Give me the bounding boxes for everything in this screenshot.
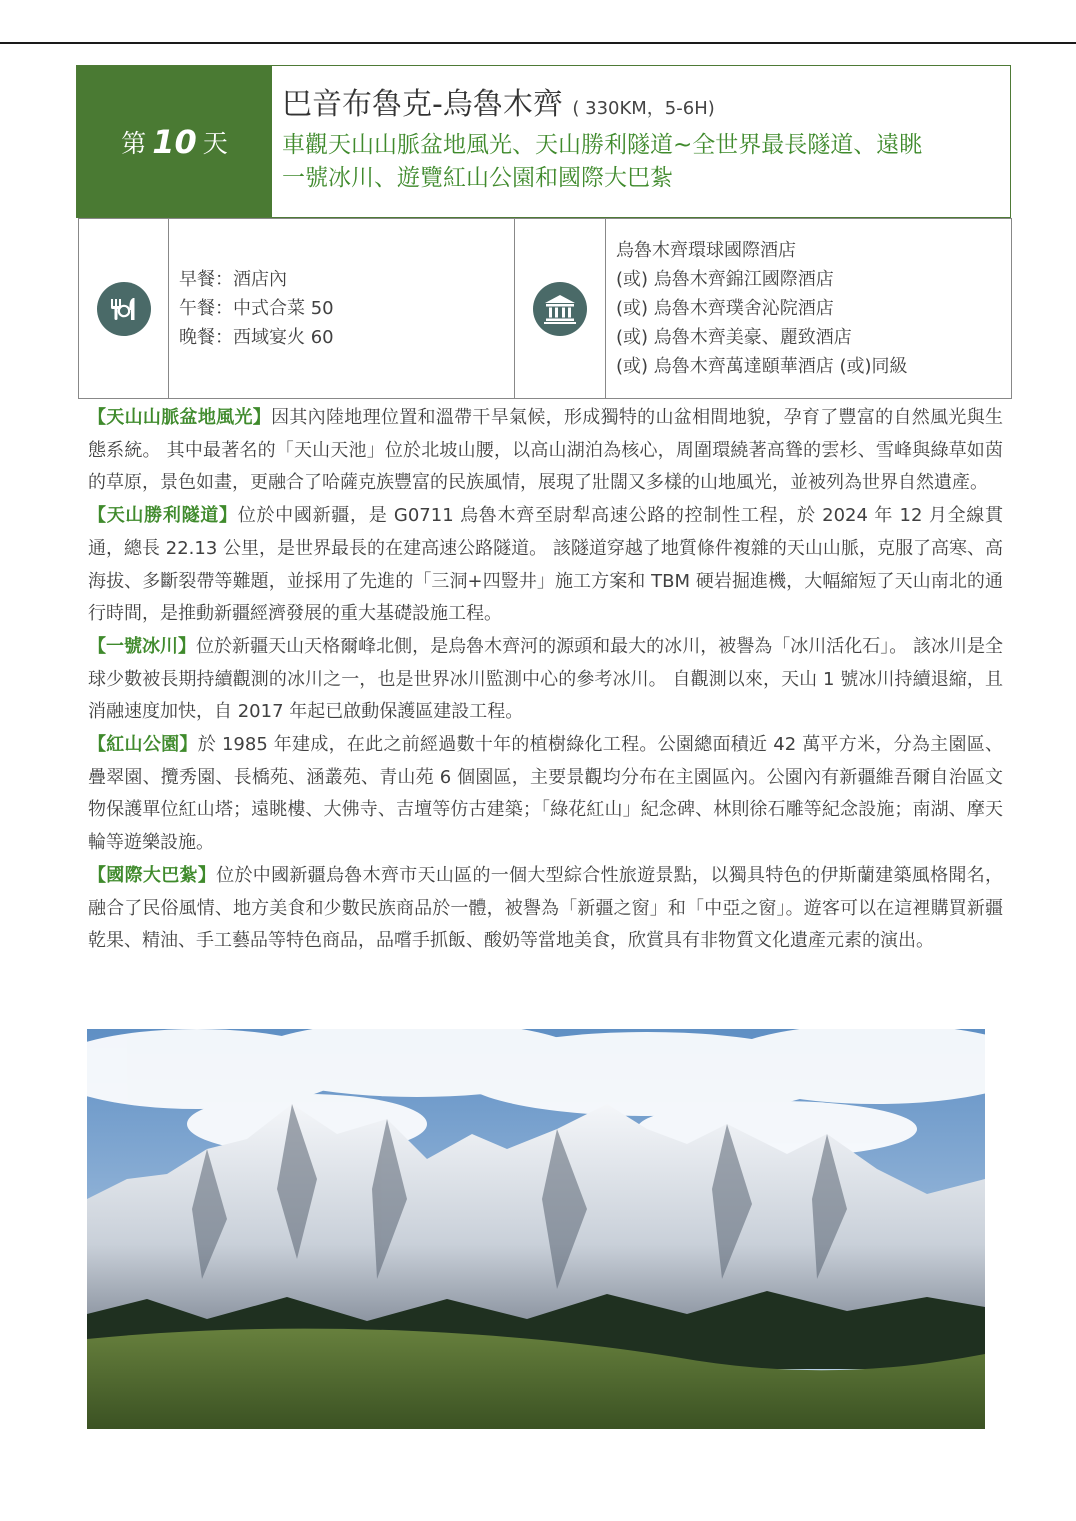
- restaurant-icon: [97, 282, 151, 336]
- top-rule: [0, 42, 1076, 44]
- restaurant-icon-glyph: [108, 293, 140, 325]
- route-highlight-line: 一號冰川、遊覽紅山公園和國際大巴紮: [282, 165, 673, 191]
- section-shengli-tunnel: [88, 500, 1003, 631]
- hotel-building-icon-glyph: [543, 293, 577, 325]
- hotels-cell: [606, 219, 1011, 398]
- route-distance-note: ( 330KM，5-6H): [572, 98, 715, 119]
- meal-dinner: 晚餐：西域宴火 60: [179, 327, 334, 348]
- day-prefix: 第: [121, 128, 147, 158]
- meals-cell: [169, 219, 515, 398]
- hotel-building-icon: [533, 282, 587, 336]
- meal-lunch: 午餐：中式合菜 50: [179, 298, 334, 319]
- section-glacier-no1: [88, 631, 1003, 729]
- section-heading: 【一號冰川】: [88, 635, 197, 657]
- meal-icon-cell: [79, 219, 169, 398]
- section-heading: 【國際大巴紮】: [88, 864, 217, 886]
- section-hongshan-park: [88, 729, 1003, 860]
- section-body: 位於中國新疆烏魯木齊市天山區的一個大型綜合性旅遊景點，以獨具特色的伊斯蘭建築風格聞名，融合了民俗風情、地方美食和少數民族商品於一體，被譽為「新疆之窗」和「中亞之窗」。遊客可以在這裡購買新疆乾果、精油、手工藝品等特色商品，品嚐手抓飯、酸奶等當地美食，欣賞具有非物質文化遺產元素的演出。: [88, 864, 1004, 952]
- day-header: [76, 65, 1011, 218]
- section-heading: 【天山山脈盆地風光】: [88, 407, 272, 428]
- meal-hotel-info: [78, 218, 1012, 399]
- section-grand-bazaar: [88, 860, 1003, 958]
- day-number: 10: [152, 122, 197, 161]
- route-highlight-line: 車觀天山山脈盆地風光、天山勝利隧道~全世界最長隧道、遠眺: [282, 132, 923, 158]
- hotel-option: (或) 烏魯木齊璞舍沁院酒店: [616, 298, 834, 319]
- mountain-landscape-illustration: [87, 1029, 985, 1429]
- meal-breakfast: 早餐：酒店內: [179, 269, 287, 290]
- section-heading: 【紅山公園】: [88, 734, 198, 756]
- hotel-option: (或) 烏魯木齊萬達頤華酒店 (或)同級: [616, 356, 908, 377]
- hotel-option: 烏魯木齊環球國際酒店: [616, 240, 796, 261]
- day-route: [272, 66, 922, 217]
- section-body: 位於中國新疆，是 G0711 烏魯木齊至尉犁高速公路的控制性工程，於 2024 年 12 月全線貫通，總長 22.13 公里，是世界最長的在建高速公路隧道。 該隧道穿越了地質條件複雜的天山山脈，克服了高寒、高海拔、多斷裂帶等難題，並採用了先進的「三洞+四豎井」施工方案和 TBM 硬岩掘進機，大幅縮短了天山南北的通行時間，是推動新疆經濟發展的重大基礎設施工程。: [88, 505, 1004, 625]
- section-tianshan-basin: [88, 402, 1003, 500]
- hotel-icon-cell: [515, 219, 606, 398]
- hotel-option: (或) 烏魯木齊錦江國際酒店: [616, 269, 834, 290]
- route-title: 巴音布魯克-烏魯木齊: [282, 87, 563, 122]
- route-highlights: [282, 129, 922, 195]
- section-heading: 【天山勝利隧道】: [88, 505, 238, 527]
- day-badge: [77, 66, 272, 217]
- route-title-line: [282, 86, 922, 128]
- day-suffix: 天: [202, 128, 228, 158]
- hotel-option: (或) 烏魯木齊美豪、麗致酒店: [616, 327, 852, 348]
- section-body: 位於新疆天山天格爾峰北側，是烏魯木齊河的源頭和最大的冰川，被譽為「冰川活化石」。 該冰川是全球少數被長期持續觀測的冰川之一，也是世界冰川監測中心的參考冰川。 自觀測以來，天山 1 號冰川持續退縮，且消融速度加快，自 2017 年起已啟動保護區建設工程。: [88, 635, 1004, 723]
- tianshan-mountain-photo: [87, 1029, 985, 1429]
- section-body: 於 1985 年建成，在此之前經過數十年的植樹綠化工程。公園總面積近 42 萬平方米，分為主園區、疊翠園、攬秀園、長橋苑、涵叢苑、青山苑 6 個園區，主要景觀均分布在主園區內。公園內有新疆維吾爾自治區文物保護單位紅山塔；遠眺樓、大佛寺、吉壇等仿古建築；「綠花紅山」紀念碑、林則徐石雕等紀念設施；南湖、摩天輪等遊樂設施。: [88, 734, 1003, 854]
- section-body: 因其內陸地理位置和溫帶干旱氣候，形成獨特的山盆相間地貌，孕育了豐富的自然風光與生態系統。 其中最著名的「天山天池」位於北坡山腰，以高山湖泊為核心，周圍環繞著高聳的雲杉、雪峰與綠草如茵的草原，景色如畫，更融合了哈薩克族豐富的民族風情，展現了壯闊又多樣的山地風光，並被列為世界自然遺產。: [88, 407, 1003, 494]
- attraction-descriptions: [88, 402, 1003, 958]
